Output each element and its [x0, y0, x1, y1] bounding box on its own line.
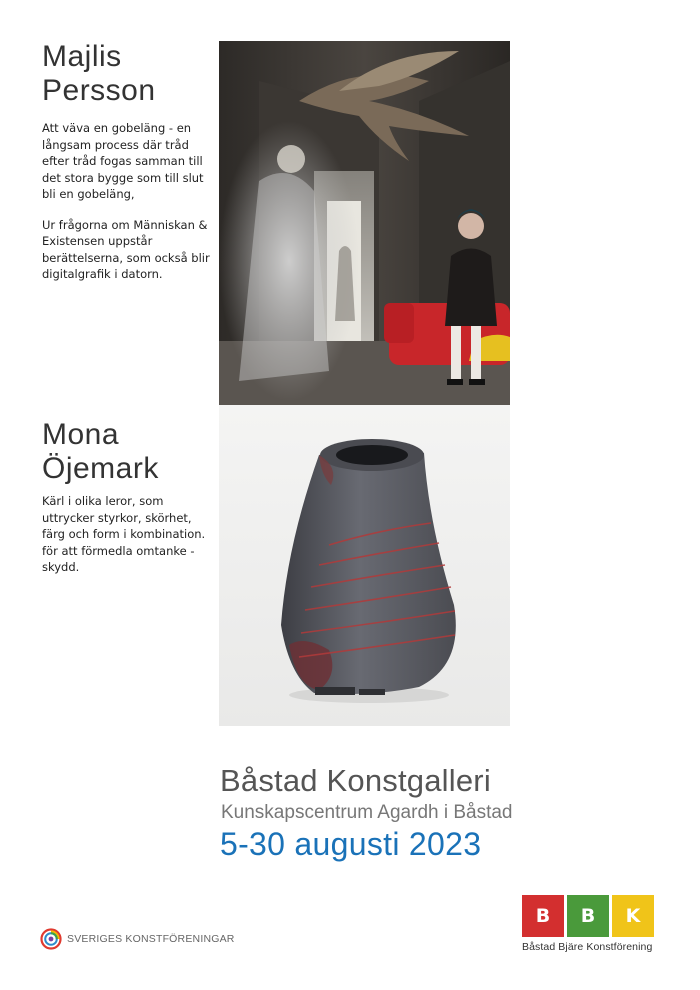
sveriges-konstforeningar-logo[interactable]: [40, 928, 235, 950]
bbk-letter-b2: B: [567, 895, 609, 937]
description-paragraph: Kärl i olika leror, som uttrycker styrkor, skörhet, färg och form i kombination. för att förmedla omtanke - skydd.: [42, 494, 206, 574]
bbk-letter-k: K: [612, 895, 654, 937]
artist-description-mona: [42, 493, 212, 590]
sponsor-label: SVERIGES KONSTFÖRENINGAR: [67, 933, 235, 945]
artist-name-majlis-persson: [42, 40, 156, 108]
artist-name-mona-ojemark: [42, 418, 159, 486]
artwork-photo-vessel: [219, 405, 510, 726]
exhibition-dates: 5-30 augusti 2023: [220, 826, 482, 862]
bbk-logo[interactable]: [522, 895, 656, 953]
artist-first-name: Majlis: [42, 40, 122, 73]
artist-first-name: Mona: [42, 418, 120, 451]
artist-last-name: Persson: [42, 74, 156, 107]
artwork-photo-tapestry: [219, 41, 510, 405]
description-paragraph: Ur frågorna om Människan & Existensen uppstår berättelserna, som också blir digitalgrafik i datorn.: [42, 217, 210, 281]
spiral-icon: [40, 928, 62, 950]
bbk-letter-b1: B: [522, 895, 564, 937]
artist-description-majlis: [42, 120, 212, 297]
bbk-caption: Båstad Bjäre Konstförening: [522, 941, 653, 953]
artist-last-name: Öjemark: [42, 452, 159, 485]
description-paragraph: Att väva en gobeläng - en långsam process där tråd efter tråd fogas samman till det stora bygge som till slut bli en gobeläng,: [42, 121, 204, 201]
venue-title: Båstad Konstgalleri: [220, 763, 491, 798]
venue-subtitle: Kunskapscentrum Agardh i Båstad: [221, 802, 513, 823]
bbk-letter-blocks: [522, 895, 656, 937]
